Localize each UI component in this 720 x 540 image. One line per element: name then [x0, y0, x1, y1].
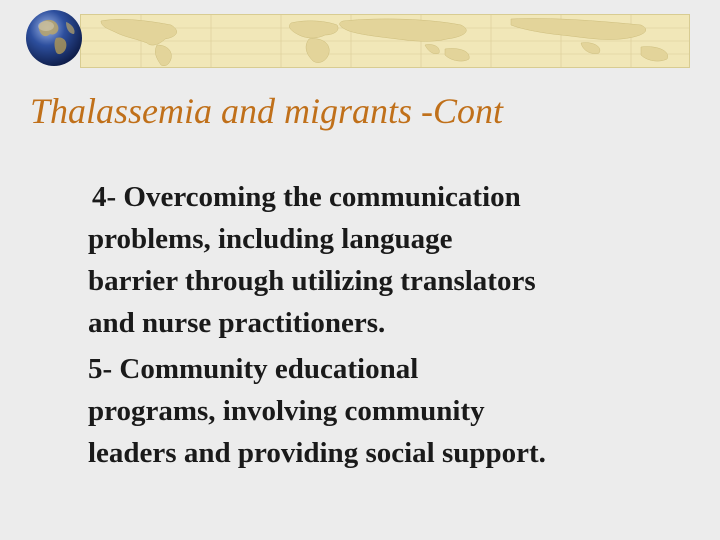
world-map-banner [80, 14, 690, 68]
list-item-line: problems, including language [88, 223, 453, 255]
list-item-line: 4- Overcoming the communication [92, 181, 521, 213]
globe-graphic [24, 8, 84, 68]
slide-body [88, 176, 708, 478]
globe-icon [24, 8, 84, 68]
list-item-line: barrier through utilizing translators [88, 265, 536, 297]
list-item-line: leaders and providing social support. [88, 437, 546, 469]
list-item-line: 5- Community educational [88, 353, 419, 385]
world-map-graphic [81, 15, 689, 67]
list-item [88, 348, 708, 474]
list-item [88, 176, 708, 344]
slide-title: Thalassemia and migrants -Cont [30, 91, 504, 131]
list-item-line: programs, involving community [88, 395, 485, 427]
list-item-line: and nurse practitioners. [88, 307, 386, 339]
